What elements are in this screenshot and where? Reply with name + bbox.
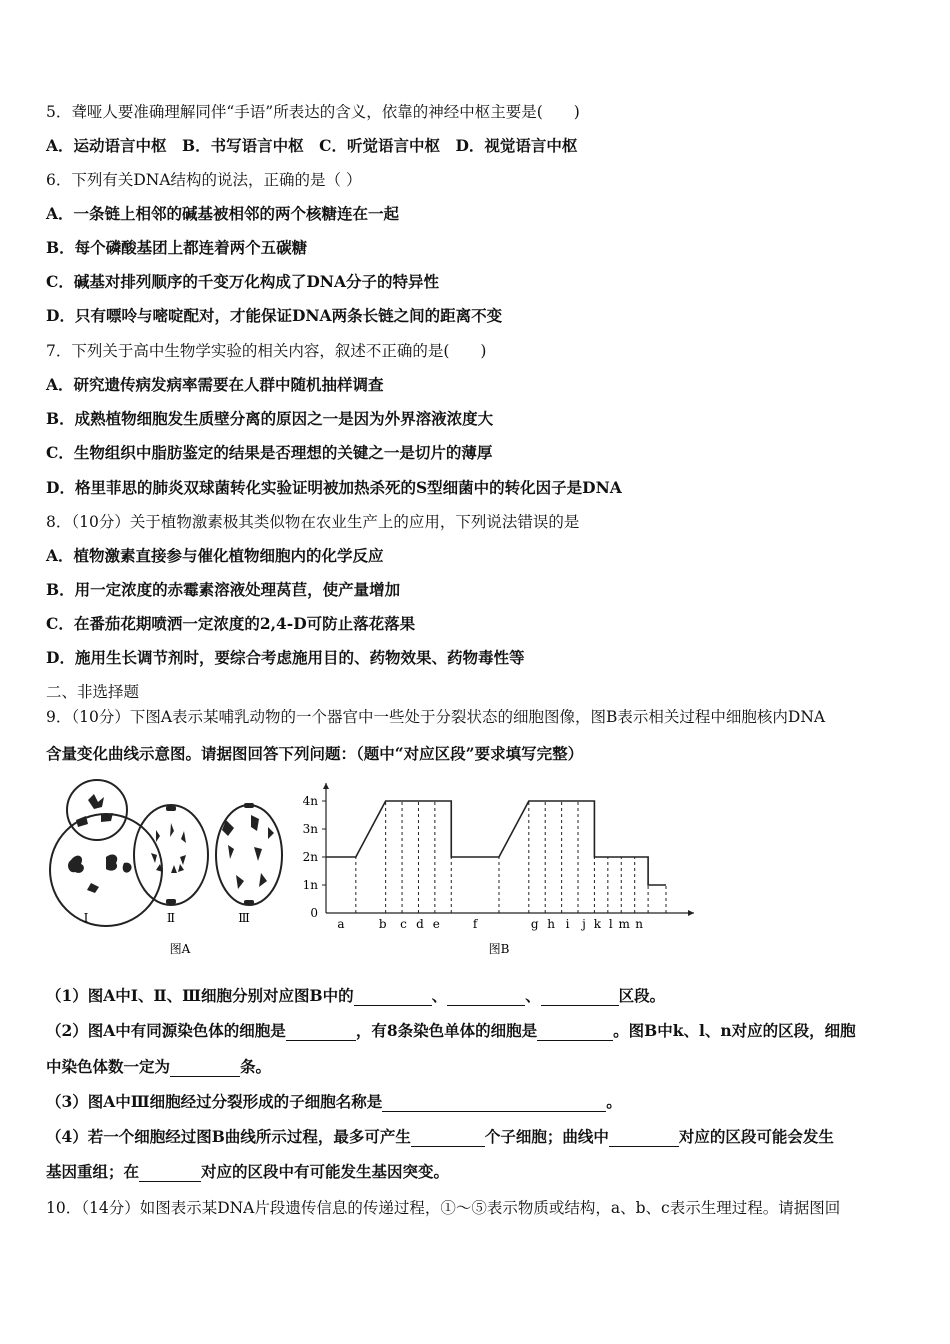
segment-label-g: g [530, 917, 539, 931]
segment-label-c: c [400, 917, 407, 931]
q9-blank-9[interactable] [609, 1130, 679, 1147]
q9-sub3 [46, 1092, 910, 1112]
q8-option-c: C．在番茄花期喷洒一定浓度的2,4-D可防止落花落果 [46, 614, 416, 633]
segment-label-l: l [608, 917, 613, 931]
segment-label-j: j [582, 917, 586, 931]
q6-option-b: B．每个磷酸基团上都连着两个五碳糖 [46, 238, 308, 257]
q9-sub1-text: （1）图A中Ⅰ、Ⅱ、Ⅲ细胞分别对应图B中的 [46, 986, 354, 1005]
q6-option-d: D．只有嘌呤与嘧啶配对，才能保证DNA两条长链之间的距离不变 [46, 306, 503, 325]
y-tick-label: 4n [302, 794, 318, 808]
x-axis-arrow [688, 910, 694, 916]
cell-i-upper-lobe [67, 780, 127, 840]
q9-sub2-text: （2）图A中有同源染色体的细胞是 [46, 1021, 286, 1040]
q7-option-c: C．生物组织中脂肪鉴定的结果是否理想的关键之一是切片的薄厚 [46, 443, 493, 462]
q9-sub1-end: 区段。 [618, 986, 666, 1005]
figure-a-label-ii: Ⅱ [166, 911, 176, 925]
y-tick-label: 1n [302, 878, 318, 892]
q9-sub2-text-e: 条。 [240, 1057, 272, 1076]
segment-label-f: f [472, 917, 478, 931]
dna-content-line [326, 801, 666, 885]
segment-label-e: e [432, 917, 440, 931]
q8-option-a: A．植物激素直接参与催化植物细胞内的化学反应 [46, 546, 384, 565]
q9-sub4 [46, 1127, 910, 1147]
q9-sub3-text: （3）图A中Ⅲ细胞经过分裂形成的子细胞名称是 [46, 1092, 383, 1111]
q5-stem: 5．聋哑人要准确理解同伴“手语”所表达的含义，依靠的神经中枢主要是( ) [46, 103, 580, 121]
q9-blank-1[interactable] [354, 989, 432, 1006]
q9-sub4-text-d: 基因重组；在 [46, 1162, 140, 1181]
section-heading: 二、非选择题 [46, 683, 140, 701]
q6-stem: 6．下列有关DNA结构的说法，正确的是（ ） [46, 171, 362, 189]
q9-blank-4[interactable] [286, 1024, 356, 1041]
figure-a-label-i: Ⅰ [83, 911, 89, 925]
figure-b-chart [296, 775, 706, 965]
q9-stem-line1: 9．（10分）下图A表示某哺乳动物的一个器官中一些处于分裂状态的细胞图像，图B表示相关过程中细胞核内DNA [46, 708, 826, 726]
q9-blank-8[interactable] [411, 1130, 485, 1147]
figure-a-caption: 图A [169, 942, 191, 956]
q9-sub1-sep2: 、 [525, 986, 541, 1005]
q9-blank-7[interactable] [382, 1095, 606, 1112]
q6-option-a: A．一条链上相邻的碱基被相邻的两个核糖连在一起 [46, 204, 400, 223]
q8-option-d: D．施用生长调节剂时，要综合考虑施用目的、药物效果、药物毒性等 [46, 648, 525, 667]
segment-label-m: m [618, 917, 630, 931]
figure-a [46, 775, 286, 965]
q9-sub1-sep1: 、 [431, 986, 448, 1005]
q9-blank-5[interactable] [537, 1024, 613, 1041]
q9-blank-6[interactable] [170, 1060, 240, 1077]
cell-ii-membrane [134, 805, 208, 905]
q6-option-c: C．碱基对排列顺序的千变万化构成了DNA分子的特异性 [46, 272, 439, 291]
q7-option-b: B．成熟植物细胞发生质壁分离的原因之一是因为外界溶液浓度大 [46, 409, 494, 428]
y-tick-label: 0 [310, 906, 318, 920]
q9-sub4-cont [46, 1162, 910, 1182]
q9-blank-2[interactable] [447, 989, 525, 1006]
cell-i-lower-lobe [50, 814, 162, 926]
q9-stem-line2: 含量变化曲线示意图。请据图回答下列问题：（题中“对应区段”要求填写完整） [46, 744, 584, 763]
q9-sub2 [46, 1021, 910, 1041]
q9-sub4-text-c: 对应的区段可能会发生 [678, 1127, 834, 1146]
q9-sub4-text-e: 对应的区段中有可能发生基因突变。 [201, 1162, 450, 1181]
q9-sub2-text-c: 。图B中k、l、n对应的区段，细胞 [613, 1021, 856, 1040]
segment-label-h: h [547, 917, 556, 931]
q9-sub1 [46, 986, 910, 1006]
q8-option-b: B．用一定浓度的赤霉素溶液处理莴苣，使产量增加 [46, 580, 401, 599]
y-tick-label: 3n [302, 822, 318, 836]
segment-label-n: n [635, 917, 644, 931]
q9-blank-3[interactable] [541, 989, 619, 1006]
q7-stem: 7．下列关于高中生物学实验的相关内容，叙述不正确的是( ) [46, 342, 487, 360]
y-tick-label: 2n [302, 850, 318, 864]
q9-sub4-text-b: 个子细胞；曲线中 [484, 1127, 609, 1146]
q8-stem: 8．（10分）关于植物激素极其类似物在农业生产上的应用，下列说法错误的是 [46, 513, 580, 531]
segment-label-k: k [593, 917, 602, 931]
q9-sub2-cont [46, 1057, 910, 1077]
q5-options: A．运动语言中枢 B．书写语言中枢 C．听觉语言中枢 D．视觉语言中枢 [46, 136, 578, 155]
figure-b-caption: 图B [488, 942, 510, 956]
segment-label-i: i [565, 917, 570, 931]
y-axis-arrow [323, 783, 329, 789]
cell-iii-membrane [216, 805, 282, 905]
q10-stem: 10．（14分）如图表示某DNA片段遗传信息的传递过程，①～⑤表示物质或结构，a、b、c表示生理过程。请据图回 [46, 1199, 841, 1217]
figure-a-label-iii: Ⅲ [238, 911, 250, 925]
q9-sub3-end: 。 [606, 1092, 622, 1111]
chromosomes [68, 794, 274, 905]
q9-sub2-text-d: 中染色体数一定为 [46, 1057, 171, 1076]
q9-sub2-text-b: ，有8条染色单体的细胞是 [355, 1021, 538, 1040]
segment-label-d: d [416, 917, 424, 931]
q7-option-a: A．研究遗传病发病率需要在人群中随机抽样调查 [46, 375, 384, 394]
q9-sub4-text: （4）若一个细胞经过图B曲线所示过程，最多可产生 [46, 1127, 411, 1146]
q9-blank-10[interactable] [139, 1165, 201, 1182]
segment-label-a: a [337, 917, 345, 931]
segment-label-b: b [378, 917, 387, 931]
q7-option-d: D．格里菲思的肺炎双球菌转化实验证明被加热杀死的S型细菌中的转化因子是DNA [46, 478, 622, 497]
